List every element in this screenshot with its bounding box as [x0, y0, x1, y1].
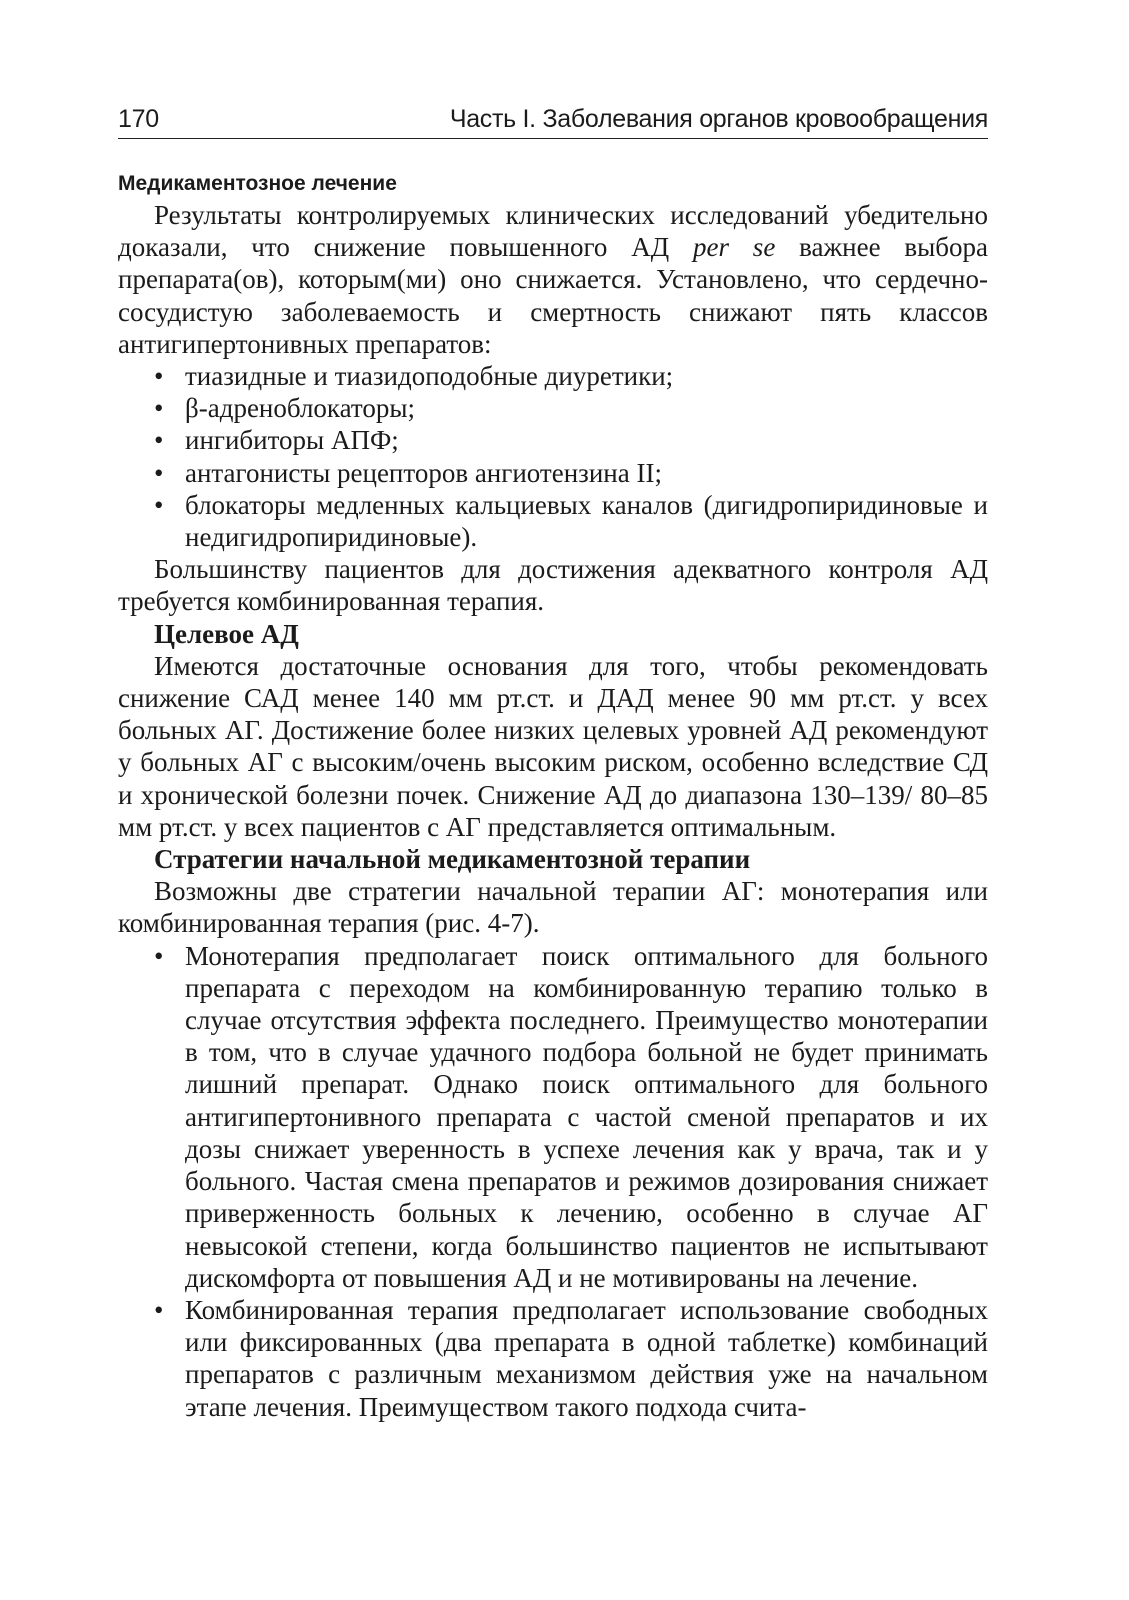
- list-item: • тиазидные и тиазидоподобные диуретики;: [154, 361, 674, 392]
- target-paragraph: Имеются достаточные основания для того, чтобы рекомендовать снижение САД менее 140 мм рт.ст. и ДАД менее 90 мм рт.ст. у всех больных АГ. Достижение более низких целевых уровней АД рекомендуют у больных АГ с высоким/очень высоким риском, особенно вследствие СД и хронической болезни почек. Снижение АД до диапазона 130–139/ 80–85 мм рт.ст. у всех пациентов с АГ представляется оптимальным.: [118, 650, 988, 842]
- list-item: • антагонисты рецепторов ангиотензина II;: [154, 457, 662, 488]
- strategies-heading: Стратегии начальной медикаментозной терапии: [154, 844, 751, 875]
- bullet-icon: •: [154, 361, 164, 392]
- book-page: [118, 105, 988, 1423]
- intro-italic: per se: [693, 232, 776, 263]
- drug-classes-list: [118, 360, 988, 553]
- target-heading: Целевое АД: [154, 618, 299, 649]
- list-item: • ингибиторы АПФ;: [154, 425, 399, 456]
- list-item: • блокаторы медленных кальциевых каналов (дигидропиридиновые и недигидропиридиновые).: [154, 489, 988, 553]
- bullet-icon: •: [154, 425, 164, 456]
- running-title: Часть I. Заболевания органов кровообращения: [449, 105, 988, 133]
- running-header: [118, 105, 988, 139]
- page-number: 170: [118, 105, 159, 133]
- bullet-icon: •: [154, 940, 164, 971]
- combo-paragraph: Большинству пациентов для достижения адекватного контроля АД требуется комбинированная терапия.: [118, 554, 988, 617]
- page-body: [118, 169, 988, 1423]
- intro-text-2: важнее выбора препарата(ов), которым(ми) оно снижается. Установлено, что сердечно-сосудистую заболеваемость и смертность снижают пять классов антигипертонивных препаратов:: [118, 232, 989, 359]
- intro-text-1: Результаты контролируемых клинических исследований убедительно доказали, что снижение повышенного АД: [118, 200, 988, 263]
- list-item: • Монотерапия предполагает поиск оптимального для больного препарата с переходом на комбинированную терапию только в случае отсутствия эффекта последнего. Преимущество монотерапии в том, что в случае удачного подбора больной не будет принимать лишний препарат. Однако поиск оптимального для больного антигипертонивного препарата с частой сменой препаратов и их дозы снижает уверенность в успехе лечения как у врача, так и у больного. Частая смена препаратов и режимов дозирования снижает приверженность больных к лечению, особенно в случае АГ невысокой степени, когда большинство пациентов не испытывают дискомфорта от повышения АД и не мотивированы на лечение.: [154, 940, 988, 1293]
- list-item: • Комбинированная терапия предполагает использование свободных или фиксированных (два препарата в одной таблетке) комбинаций препаратов с различным механизмом действия уже на начальном этапе лечения. Преимуществом такого подхода счита-: [154, 1294, 988, 1422]
- strategies-list: [118, 940, 988, 1423]
- strategies-paragraph: Возможны две стратегии начальной терапии АГ: монотерапия или комбинированная терапия (рис. 4-7).: [118, 876, 988, 939]
- section-title: Медикаментозное лечение: [118, 172, 397, 195]
- intro-paragraph: [118, 199, 988, 360]
- bullet-icon: •: [154, 457, 164, 488]
- bullet-icon: •: [154, 393, 164, 424]
- list-item: • β-адреноблокаторы;: [154, 393, 416, 424]
- bullet-icon: •: [154, 1294, 164, 1325]
- bullet-icon: •: [154, 489, 164, 520]
